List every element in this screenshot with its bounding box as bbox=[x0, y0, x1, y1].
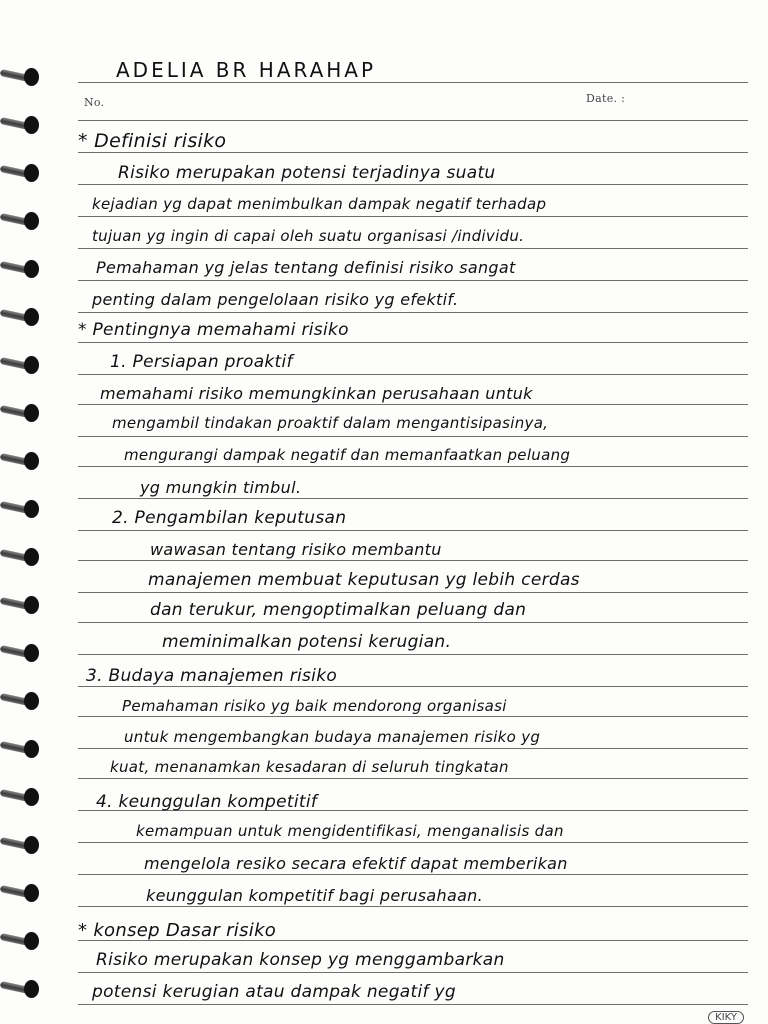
text-line: meminimalkan potensi kerugian. bbox=[162, 632, 452, 652]
heading-definition: * Definisi risiko bbox=[78, 130, 227, 152]
text-line: keunggulan kompetitif bagi perusahaan. bbox=[146, 886, 484, 905]
text-line: Risiko merupakan potensi terjadinya suatu bbox=[118, 163, 496, 183]
ruled-line bbox=[78, 748, 748, 749]
binding-ring bbox=[0, 306, 44, 328]
binding-ring bbox=[0, 594, 44, 616]
heading-concept: * konsep Dasar risiko bbox=[78, 920, 277, 941]
binding-ring bbox=[0, 498, 44, 520]
text-line: penting dalam pengelolaan risiko yg efektif. bbox=[92, 290, 459, 309]
number-label: No. bbox=[84, 96, 105, 109]
text-line: manajemen membuat keputusan yg lebih cerdas bbox=[148, 570, 580, 590]
ruled-line bbox=[78, 342, 748, 343]
binding-ring bbox=[0, 162, 44, 184]
binding-ring bbox=[0, 210, 44, 232]
binding-ring bbox=[0, 834, 44, 856]
text-line: mengambil tindakan proaktif dalam mengantisipasinya, bbox=[112, 414, 549, 432]
date-label: Date. : bbox=[586, 92, 626, 105]
ruled-line bbox=[78, 184, 748, 185]
binding-ring bbox=[0, 978, 44, 1000]
binding-ring bbox=[0, 66, 44, 88]
text-line: mengelola resiko secara efektif dapat memberikan bbox=[144, 854, 568, 873]
text-line: kejadian yg dapat menimbulkan dampak negatif terhadap bbox=[92, 195, 547, 213]
ruled-line bbox=[78, 716, 748, 717]
subheading-2: 2. Pengambilan keputusan bbox=[112, 508, 347, 528]
ruled-line bbox=[78, 972, 748, 973]
binding-ring bbox=[0, 738, 44, 760]
ruled-line bbox=[78, 280, 748, 281]
ruled-line bbox=[78, 1004, 748, 1005]
subheading-3: 3. Budaya manajemen risiko bbox=[86, 666, 338, 686]
ruled-line bbox=[78, 248, 748, 249]
ruled-line bbox=[78, 82, 748, 83]
ruled-line bbox=[78, 622, 748, 623]
text-line: kemampuan untuk mengidentifikasi, menganalisis dan bbox=[136, 822, 564, 840]
text-line: kuat, menanamkan kesadaran di seluruh tingkatan bbox=[110, 758, 509, 776]
binding-ring bbox=[0, 786, 44, 808]
binding-ring bbox=[0, 642, 44, 664]
ruled-line bbox=[78, 498, 748, 499]
subheading-1: 1. Persiapan proaktif bbox=[110, 352, 293, 372]
binding-ring bbox=[0, 450, 44, 472]
binding-ring bbox=[0, 258, 44, 280]
ruled-line bbox=[78, 152, 748, 153]
ruled-line bbox=[78, 654, 748, 655]
subheading-4: 4. keunggulan kompetitif bbox=[96, 792, 318, 812]
text-line: Risiko merupakan konsep yg menggambarkan bbox=[96, 950, 505, 970]
ruled-line bbox=[78, 842, 748, 843]
spiral-binding bbox=[0, 0, 48, 1024]
notebook-brand-logo: KIKY bbox=[708, 1011, 744, 1024]
ruled-line bbox=[78, 466, 748, 467]
text-line: mengurangi dampak negatif dan memanfaatkan peluang bbox=[124, 446, 571, 464]
ruled-line bbox=[78, 530, 748, 531]
ruled-line bbox=[78, 874, 748, 875]
text-line: Pemahaman yg jelas tentang definisi risiko sangat bbox=[96, 258, 516, 277]
ruled-line bbox=[78, 404, 748, 405]
text-line: yg mungkin timbul. bbox=[140, 478, 302, 497]
binding-ring bbox=[0, 690, 44, 712]
binding-ring bbox=[0, 114, 44, 136]
binding-ring bbox=[0, 402, 44, 424]
text-line: wawasan tentang risiko membantu bbox=[150, 540, 442, 559]
binding-ring bbox=[0, 930, 44, 952]
ruled-line bbox=[78, 120, 748, 121]
ruled-line bbox=[78, 906, 748, 907]
ruled-line bbox=[78, 216, 748, 217]
text-line: dan terukur, mengoptimalkan peluang dan bbox=[150, 600, 527, 620]
heading-importance: * Pentingnya memahami risiko bbox=[78, 320, 349, 340]
text-line: untuk mengembangkan budaya manajemen risiko yg bbox=[124, 728, 541, 746]
binding-ring bbox=[0, 546, 44, 568]
binding-ring bbox=[0, 354, 44, 376]
text-line: Pemahaman risiko yg baik mendorong organisasi bbox=[122, 697, 507, 715]
text-line: potensi kerugian atau dampak negatif yg bbox=[92, 982, 456, 1002]
text-line: memahami risiko memungkinkan perusahaan untuk bbox=[100, 384, 533, 403]
ruled-line bbox=[78, 436, 748, 437]
binding-ring bbox=[0, 882, 44, 904]
ruled-line bbox=[78, 592, 748, 593]
ruled-line bbox=[78, 778, 748, 779]
ruled-line bbox=[78, 686, 748, 687]
ruled-line bbox=[78, 312, 748, 313]
ruled-line bbox=[78, 374, 748, 375]
student-name: ADELIA BR HARAHAP bbox=[116, 58, 377, 82]
ruled-line bbox=[78, 560, 748, 561]
text-line: tujuan yg ingin di capai oleh suatu organisasi /individu. bbox=[92, 227, 525, 245]
